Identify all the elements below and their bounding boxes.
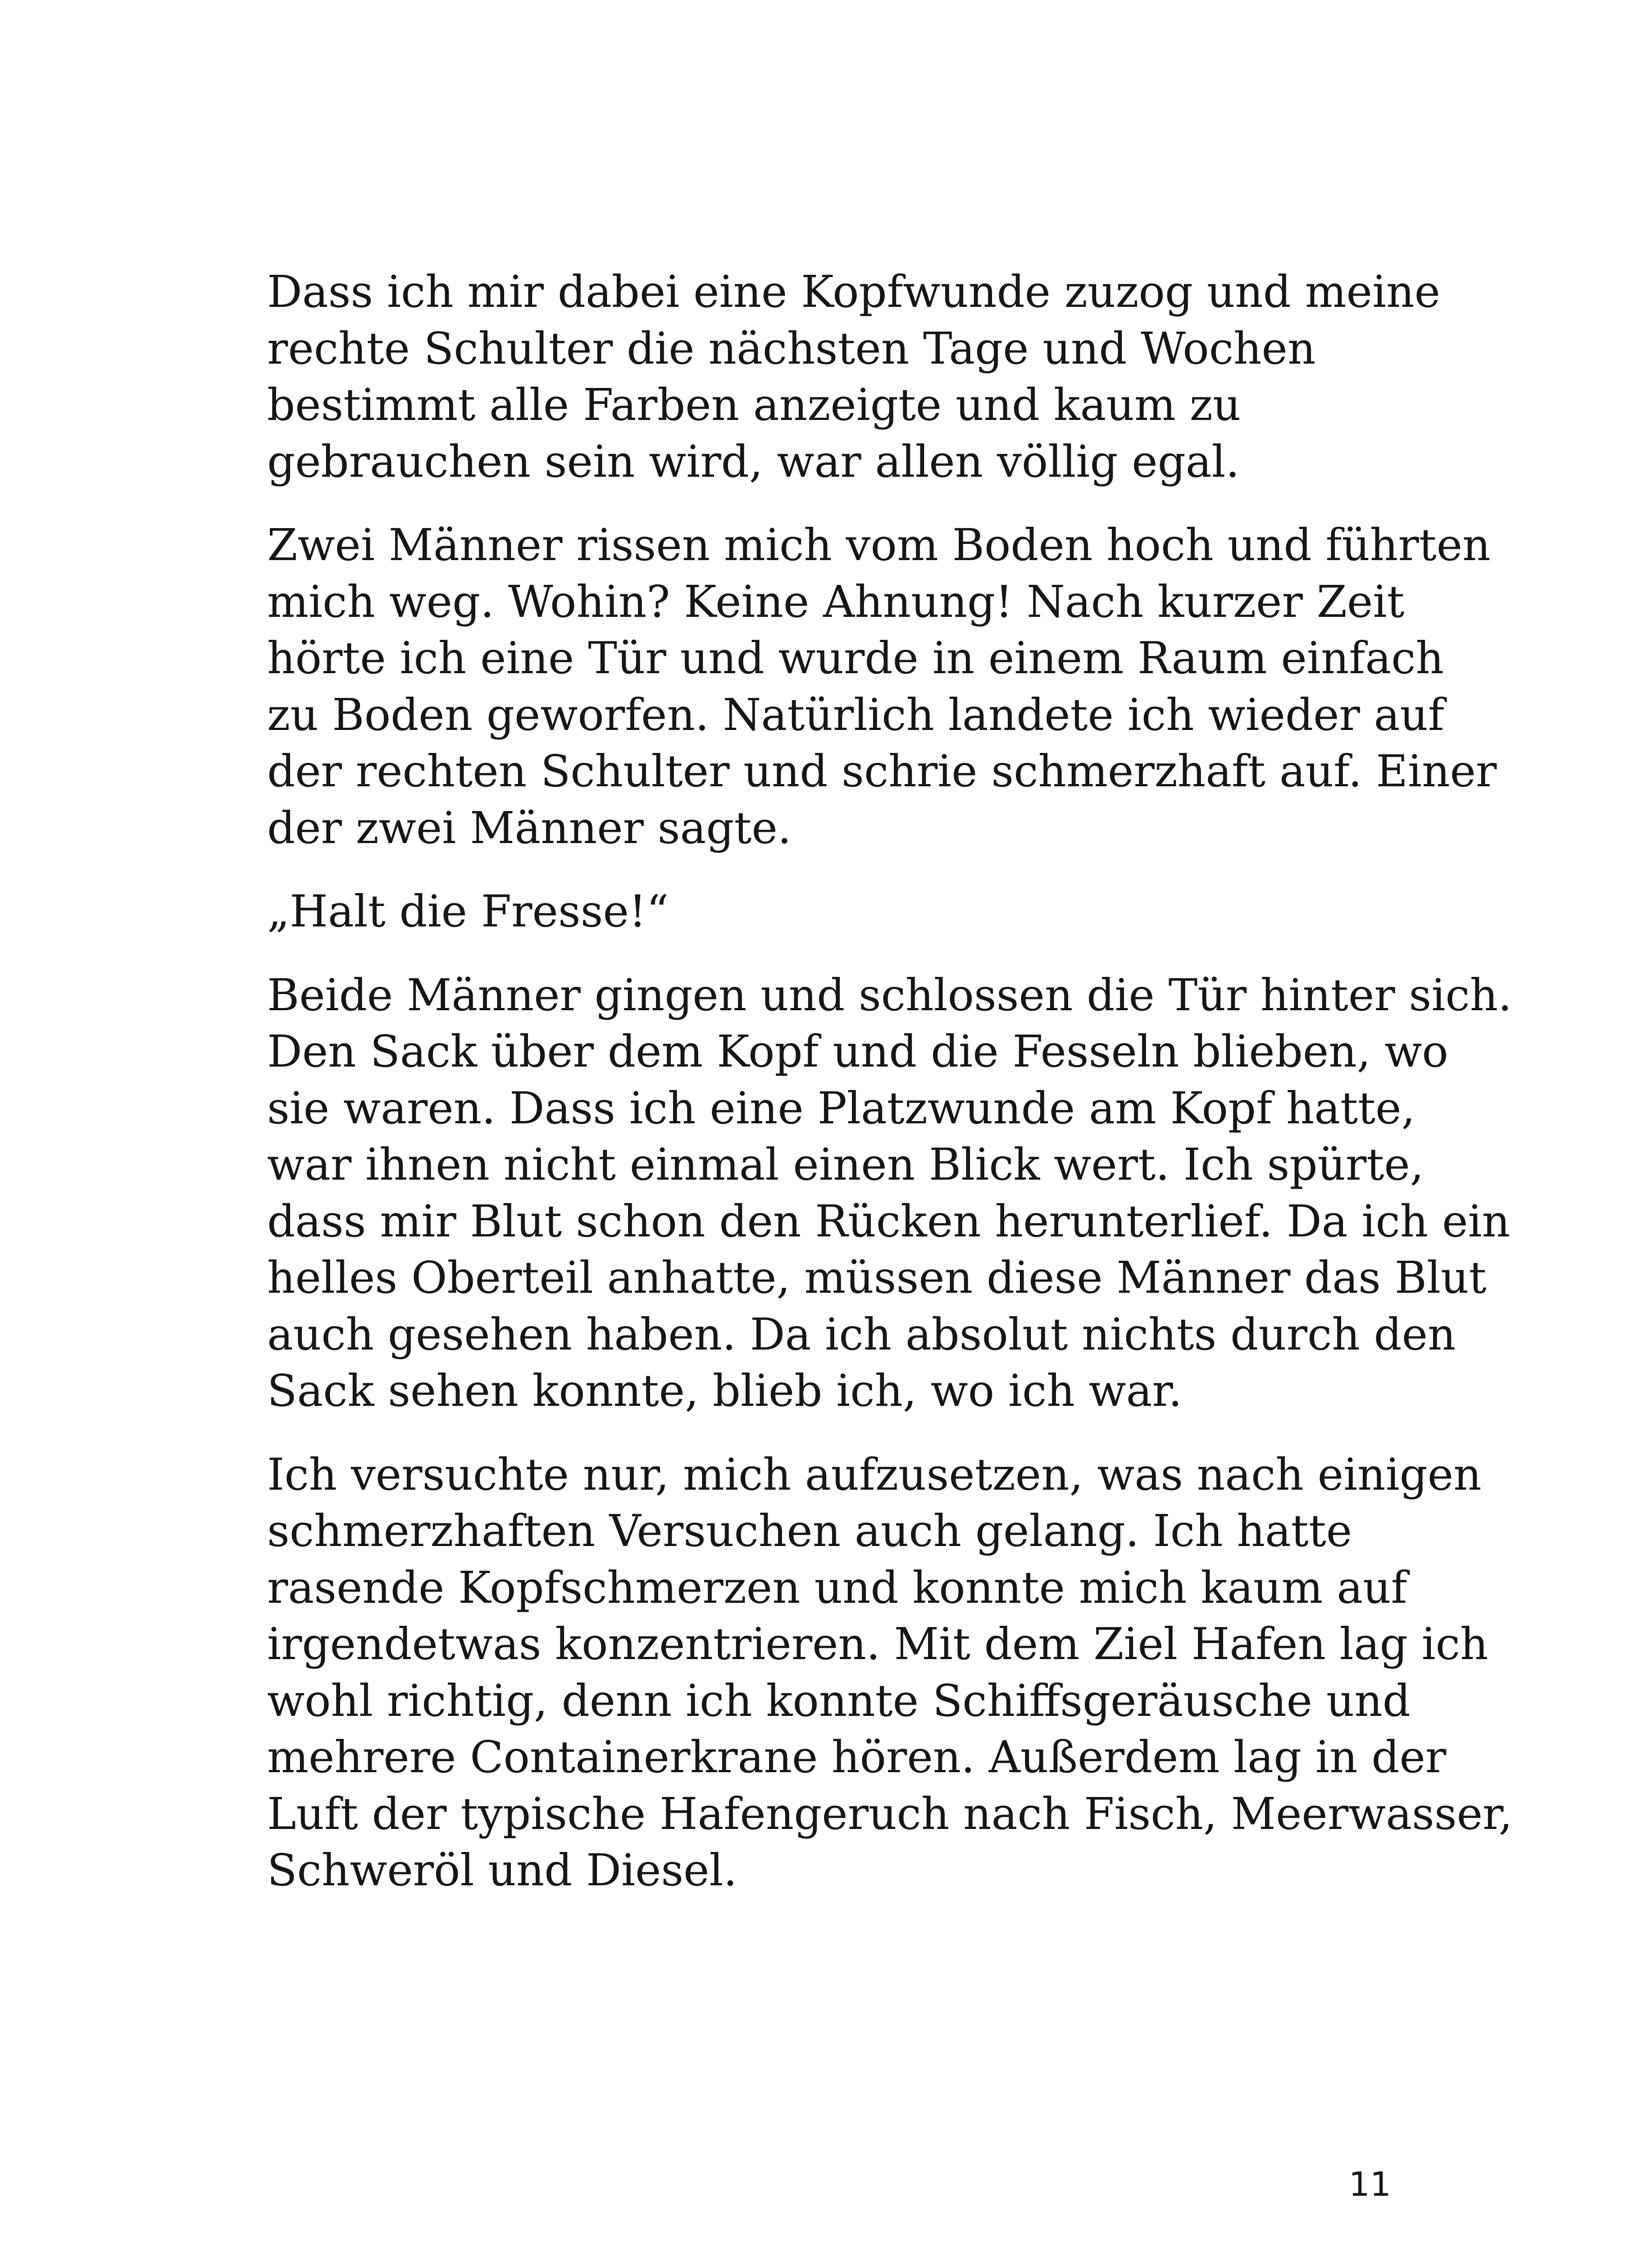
text-line: zu Boden geworfen. Natürlich landete ich wieder auf <box>267 689 1444 740</box>
text-line: Dass ich mir dabei eine Kopfwunde zuzog und meine <box>267 266 1440 317</box>
paragraph-3-dialogue <box>267 883 1402 940</box>
text-line: dass mir Blut schon den Rücken herunterlief. Da ich ein <box>267 1195 1511 1247</box>
paragraph-2 <box>267 517 1497 856</box>
text-line: mich weg. Wohin? Keine Ahnung! Nach kurzer Zeit <box>267 576 1405 627</box>
text-line: mehrere Containerkrane hören. Außerdem lag in der <box>267 1732 1447 1783</box>
text-line: sie waren. Dass ich eine Platzwunde am Kopf hatte, <box>267 1082 1415 1134</box>
text-line: der zwei Männer sagte. <box>267 802 792 853</box>
text-line: Schweröl und Diesel. <box>267 1845 737 1896</box>
text-line: Zwei Männer rissen mich vom Boden hoch und führten <box>267 520 1491 570</box>
text-line: bestimmt alle Farben anzeigte und kaum zu <box>267 379 1241 430</box>
text-line: rechte Schulter die nächsten Tage und Wochen <box>267 323 1316 374</box>
paragraph-5 <box>267 1446 1513 1899</box>
text-line: rasende Kopfschmerzen und konnte mich kaum auf <box>267 1562 1407 1613</box>
text-line: war ihnen nicht einmal einen Blick wert. Ich spürte, <box>267 1139 1424 1190</box>
text-line: auch gesehen haben. Da ich absolut nichts durch den <box>267 1309 1456 1360</box>
text-line: „Halt die Fresse!“ <box>267 886 669 937</box>
text-line: schmerzhaften Versuchen auch gelang. Ich hatte <box>267 1505 1352 1556</box>
text-line: Sack sehen konnte, blieb ich, wo ich war. <box>267 1365 1183 1416</box>
text-line: gebrauchen sein wird, war allen völlig egal. <box>267 436 1240 487</box>
text-line: wohl richtig, denn ich konnte Schiffsgeräusche und <box>267 1675 1411 1726</box>
text-line: Beide Männer gingen und schlossen die Tür hinter sich. <box>267 969 1512 1021</box>
text-line: Ich versuchte nur, mich aufzusetzen, was nach einigen <box>267 1449 1482 1500</box>
text-line: Luft der typische Hafengeruch nach Fisch, Meerwasser, <box>267 1788 1513 1839</box>
paragraph-4 <box>267 967 1512 1419</box>
paragraph-1 <box>267 264 1440 490</box>
text-line: helles Oberteil anhatte, müssen diese Männer das Blut <box>267 1252 1487 1303</box>
body-text <box>267 264 1513 1899</box>
text-line: hörte ich eine Tür und wurde in einem Raum einfach <box>267 633 1444 684</box>
page-number: 11 <box>1348 2165 1391 2204</box>
text-line: Den Sack über dem Kopf und die Fesseln blieben, wo <box>267 1026 1448 1077</box>
text-line: der rechten Schulter und schrie schmerzhaft auf. Einer <box>267 746 1497 797</box>
text-line: irgendetwas konzentrieren. Mit dem Ziel Hafen lag ich <box>267 1619 1488 1669</box>
